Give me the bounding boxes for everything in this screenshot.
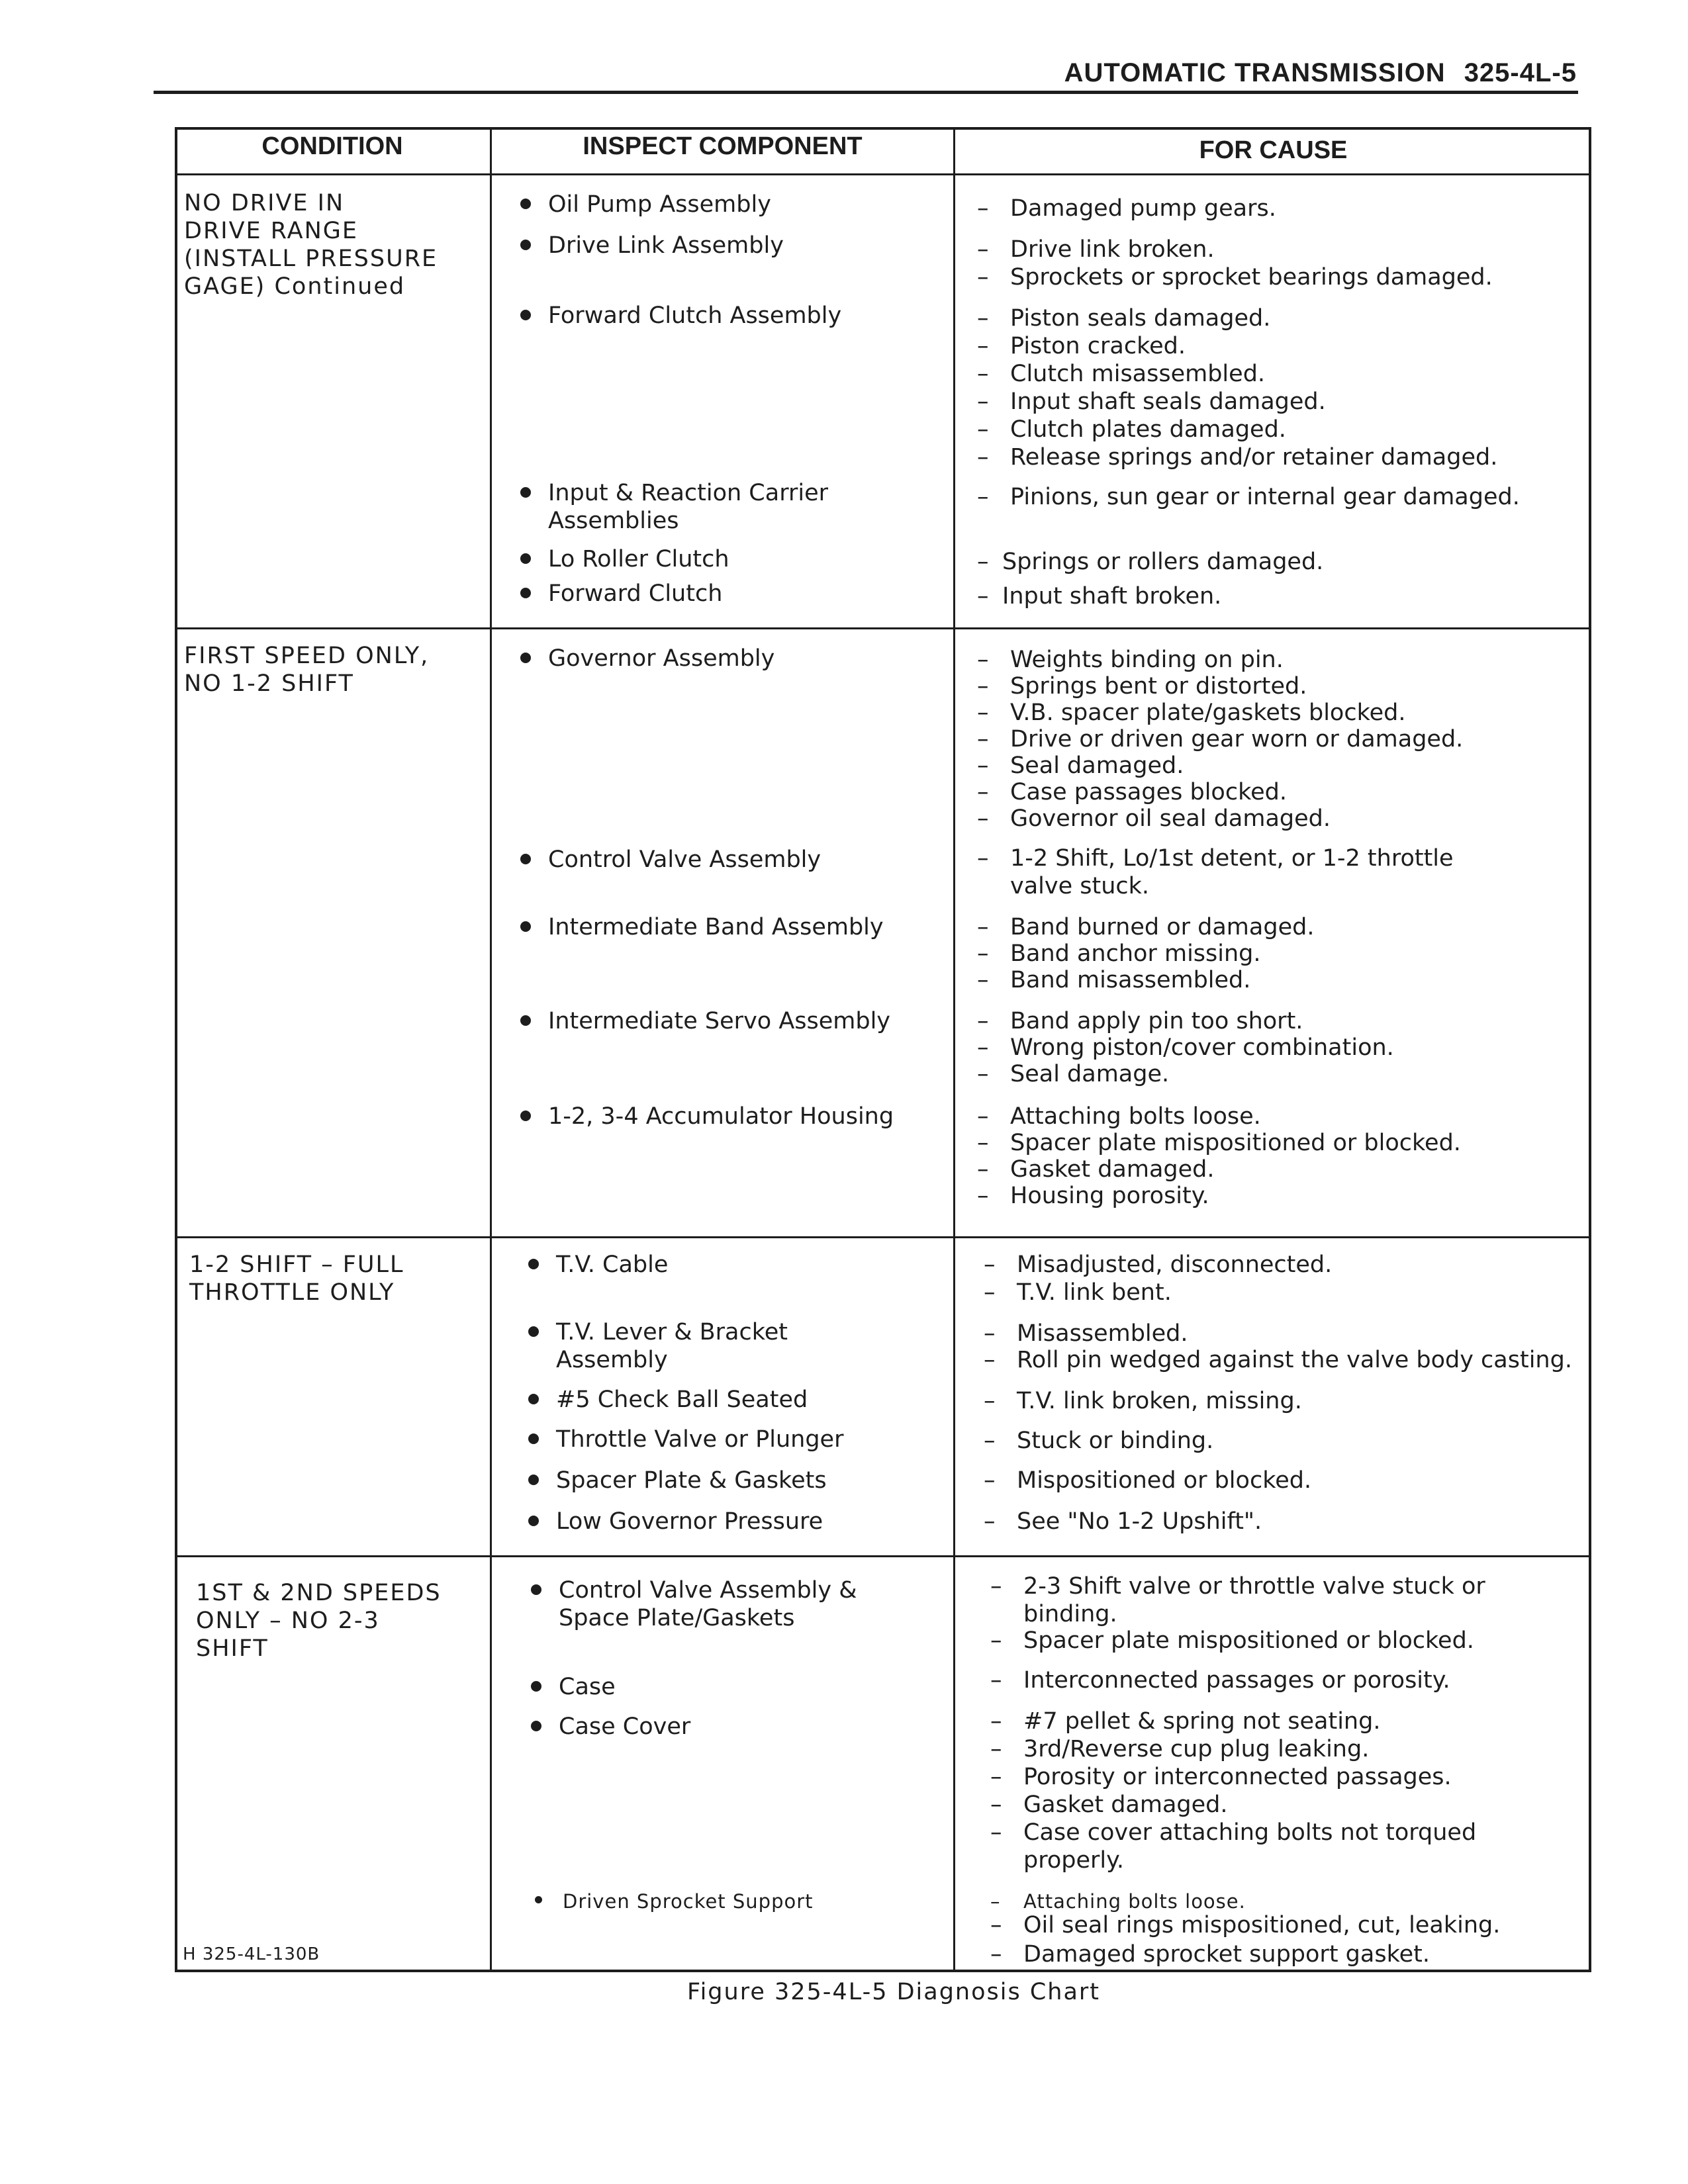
col-component-heading: INSPECT COMPONENT [583, 132, 863, 160]
component-item: Intermediate Servo Assembly [548, 1007, 972, 1035]
bullet-icon [528, 1475, 539, 1485]
cause-item: – Case cover attaching bolts not torqued properly. [990, 1819, 1500, 1874]
cause-item: – Weights binding on pin. [977, 646, 1553, 674]
cause-item: – T.V. link bent. [984, 1279, 1560, 1306]
cause-item: – Stuck or binding. [984, 1427, 1560, 1455]
bullet-icon [528, 1516, 539, 1526]
cause-item: – Band misassembled. [977, 966, 1553, 994]
cause-item: – Drive or driven gear worn or damaged. [977, 725, 1553, 753]
cause-item: – Seal damage. [977, 1060, 1553, 1088]
component-item: Lo Roller Clutch [548, 545, 972, 573]
bullet-icon [520, 1111, 531, 1121]
cause-item: – Band anchor missing. [977, 940, 1553, 968]
cause-item: – Release springs and/or retainer damaged. [977, 443, 1553, 471]
component-item: #5 Check Ball Seated [556, 1386, 980, 1414]
component-item: Case [559, 1673, 982, 1701]
cause-item: – See "No 1-2 Upshift". [984, 1508, 1560, 1535]
figure-caption: Figure 325-4L-5 Diagnosis Chart [687, 1979, 1101, 2005]
bullet-icon [520, 487, 531, 498]
cause-item: – Damaged sprocket support gasket. [990, 1940, 1566, 1968]
component-item: Governor Assembly [548, 645, 972, 672]
cause-item: – Damaged pump gears. [977, 195, 1553, 222]
component-item: Forward Clutch [548, 580, 972, 608]
cause-item: – Pinions, sun gear or internal gear damaged. [977, 483, 1553, 511]
condition-first-speed-only: FIRST SPEED ONLY, NO 1-2 SHIFT [184, 643, 430, 697]
cause-item: – Band apply pin too short. [977, 1007, 1553, 1035]
cause-item: – Clutch plates damaged. [977, 416, 1553, 443]
cause-item: – T.V. link broken, missing. [984, 1387, 1560, 1415]
cause-item: – Attaching bolts loose. [977, 1103, 1553, 1130]
component-item: Control Valve Assembly [548, 846, 972, 874]
condition-1-2-shift-full-throttle: 1-2 SHIFT – FULL THROTTLE ONLY [189, 1251, 404, 1306]
bullet-icon [520, 653, 531, 663]
component-item: Intermediate Band Assembly [548, 913, 972, 941]
bullet-icon [528, 1326, 539, 1337]
cause-item: – Band burned or damaged. [977, 913, 1553, 941]
bullet-icon [531, 1721, 541, 1731]
cause-item: – Clutch misassembled. [977, 360, 1553, 388]
cause-item: – Piston cracked. [977, 332, 1553, 360]
page-number: 325-4L-5 [1464, 58, 1577, 87]
row-divider-2 [175, 1236, 1591, 1238]
cause-item: – Misassembled. [984, 1320, 1560, 1347]
bullet-icon [528, 1394, 539, 1404]
cause-item: – Roll pin wedged against the valve body casting. [984, 1346, 1593, 1374]
cause-item: – Gasket damaged. [990, 1791, 1566, 1819]
cause-item: – Piston seals damaged. [977, 304, 1553, 332]
cause-item: – Porosity or interconnected passages. [990, 1763, 1566, 1791]
cause-item: – Case passages blocked. [977, 778, 1553, 806]
cause-item: – Housing porosity. [977, 1182, 1553, 1210]
bullet-icon [520, 588, 531, 598]
cause-item: – Governor oil seal damaged. [977, 805, 1553, 833]
component-item: Case Cover [559, 1713, 982, 1741]
bullet-icon [528, 1259, 539, 1269]
cause-item: – 3rd/Reverse cup plug leaking. [990, 1735, 1566, 1763]
cause-item: – #7 pellet & spring not seating. [990, 1707, 1566, 1735]
cause-item: – Input shaft seals damaged. [977, 388, 1553, 416]
cause-item: – Springs or rollers damaged. [977, 548, 1545, 576]
component-item: Oil Pump Assembly [548, 191, 972, 218]
cause-item: – Attaching bolts loose. [990, 1888, 1566, 1915]
cause-item: – Springs bent or distorted. [977, 672, 1553, 700]
condition-1st-2nd-speeds-only: 1ST & 2ND SPEEDS ONLY – NO 2-3 SHIFT [196, 1580, 442, 1662]
cause-item: – 1-2 Shift, Lo/1st detent, or 1-2 throttle valve stuck. [977, 844, 1487, 900]
cause-item: – Spacer plate mispositioned or blocked. [990, 1627, 1566, 1655]
column-divider-1 [490, 127, 492, 1972]
bullet-icon [520, 240, 531, 250]
cause-item: – 2-3 Shift valve or throttle valve stuck or binding. [990, 1572, 1500, 1628]
bullet-icon [535, 1896, 542, 1903]
bullet-icon [531, 1681, 541, 1692]
cause-item: – Interconnected passages or porosity. [990, 1666, 1566, 1694]
bullet-icon [520, 553, 531, 564]
cause-item: – Seal damaged. [977, 752, 1553, 780]
cause-item: – Oil seal rings mispositioned, cut, leaking. [990, 1911, 1566, 1939]
component-item: T.V. Cable [556, 1251, 980, 1279]
running-head [1064, 58, 1577, 88]
bullet-icon [520, 854, 531, 864]
bullet-icon [528, 1433, 539, 1444]
bullet-icon [520, 921, 531, 932]
cause-item: – Wrong piston/cover combination. [977, 1034, 1553, 1062]
cause-item: – V.B. spacer plate/gaskets blocked. [977, 699, 1553, 727]
component-item: Control Valve Assembly & Space Plate/Gaskets [559, 1576, 903, 1632]
component-item: Input & Reaction Carrier Assemblies [548, 479, 879, 535]
col-condition-heading: CONDITION [261, 132, 403, 160]
row-divider-1 [175, 627, 1591, 629]
cause-item: – Drive link broken. [977, 236, 1553, 263]
component-item: Throttle Valve or Plunger [556, 1426, 980, 1453]
cause-item: – Mispositioned or blocked. [984, 1467, 1560, 1494]
component-item: Drive Link Assembly [548, 232, 972, 259]
bullet-icon [520, 199, 531, 209]
row-divider-3 [175, 1555, 1591, 1557]
component-item: Forward Clutch Assembly [548, 302, 972, 330]
cause-item: – Spacer plate mispositioned or blocked. [977, 1129, 1553, 1157]
component-item: T.V. Lever & Bracket Assembly [556, 1318, 861, 1374]
col-cause-heading: FOR CAUSE [1199, 136, 1348, 164]
bullet-icon [520, 1015, 531, 1026]
cause-item: – Input shaft broken. [977, 582, 1545, 610]
cause-item: – Sprockets or sprocket bearings damaged. [977, 263, 1553, 291]
condition-no-drive: NO DRIVE IN DRIVE RANGE (INSTALL PRESSURE GAGE) Continued [184, 190, 438, 300]
header-rule [154, 91, 1578, 94]
component-item: 1-2, 3-4 Accumulator Housing [548, 1103, 972, 1130]
component-item: Spacer Plate & Gaskets [556, 1467, 980, 1494]
component-item: Driven Sprocket Support [563, 1888, 986, 1915]
component-item: Low Governor Pressure [556, 1508, 980, 1535]
figure-code: H 325-4L-130B [183, 1944, 320, 1964]
cause-item: – Misadjusted, disconnected. [984, 1251, 1560, 1279]
bullet-icon [520, 310, 531, 320]
bullet-icon [531, 1584, 541, 1595]
section-title: AUTOMATIC TRANSMISSION [1064, 58, 1446, 87]
header-row-rule [175, 173, 1591, 175]
cause-item: – Gasket damaged. [977, 1156, 1553, 1183]
